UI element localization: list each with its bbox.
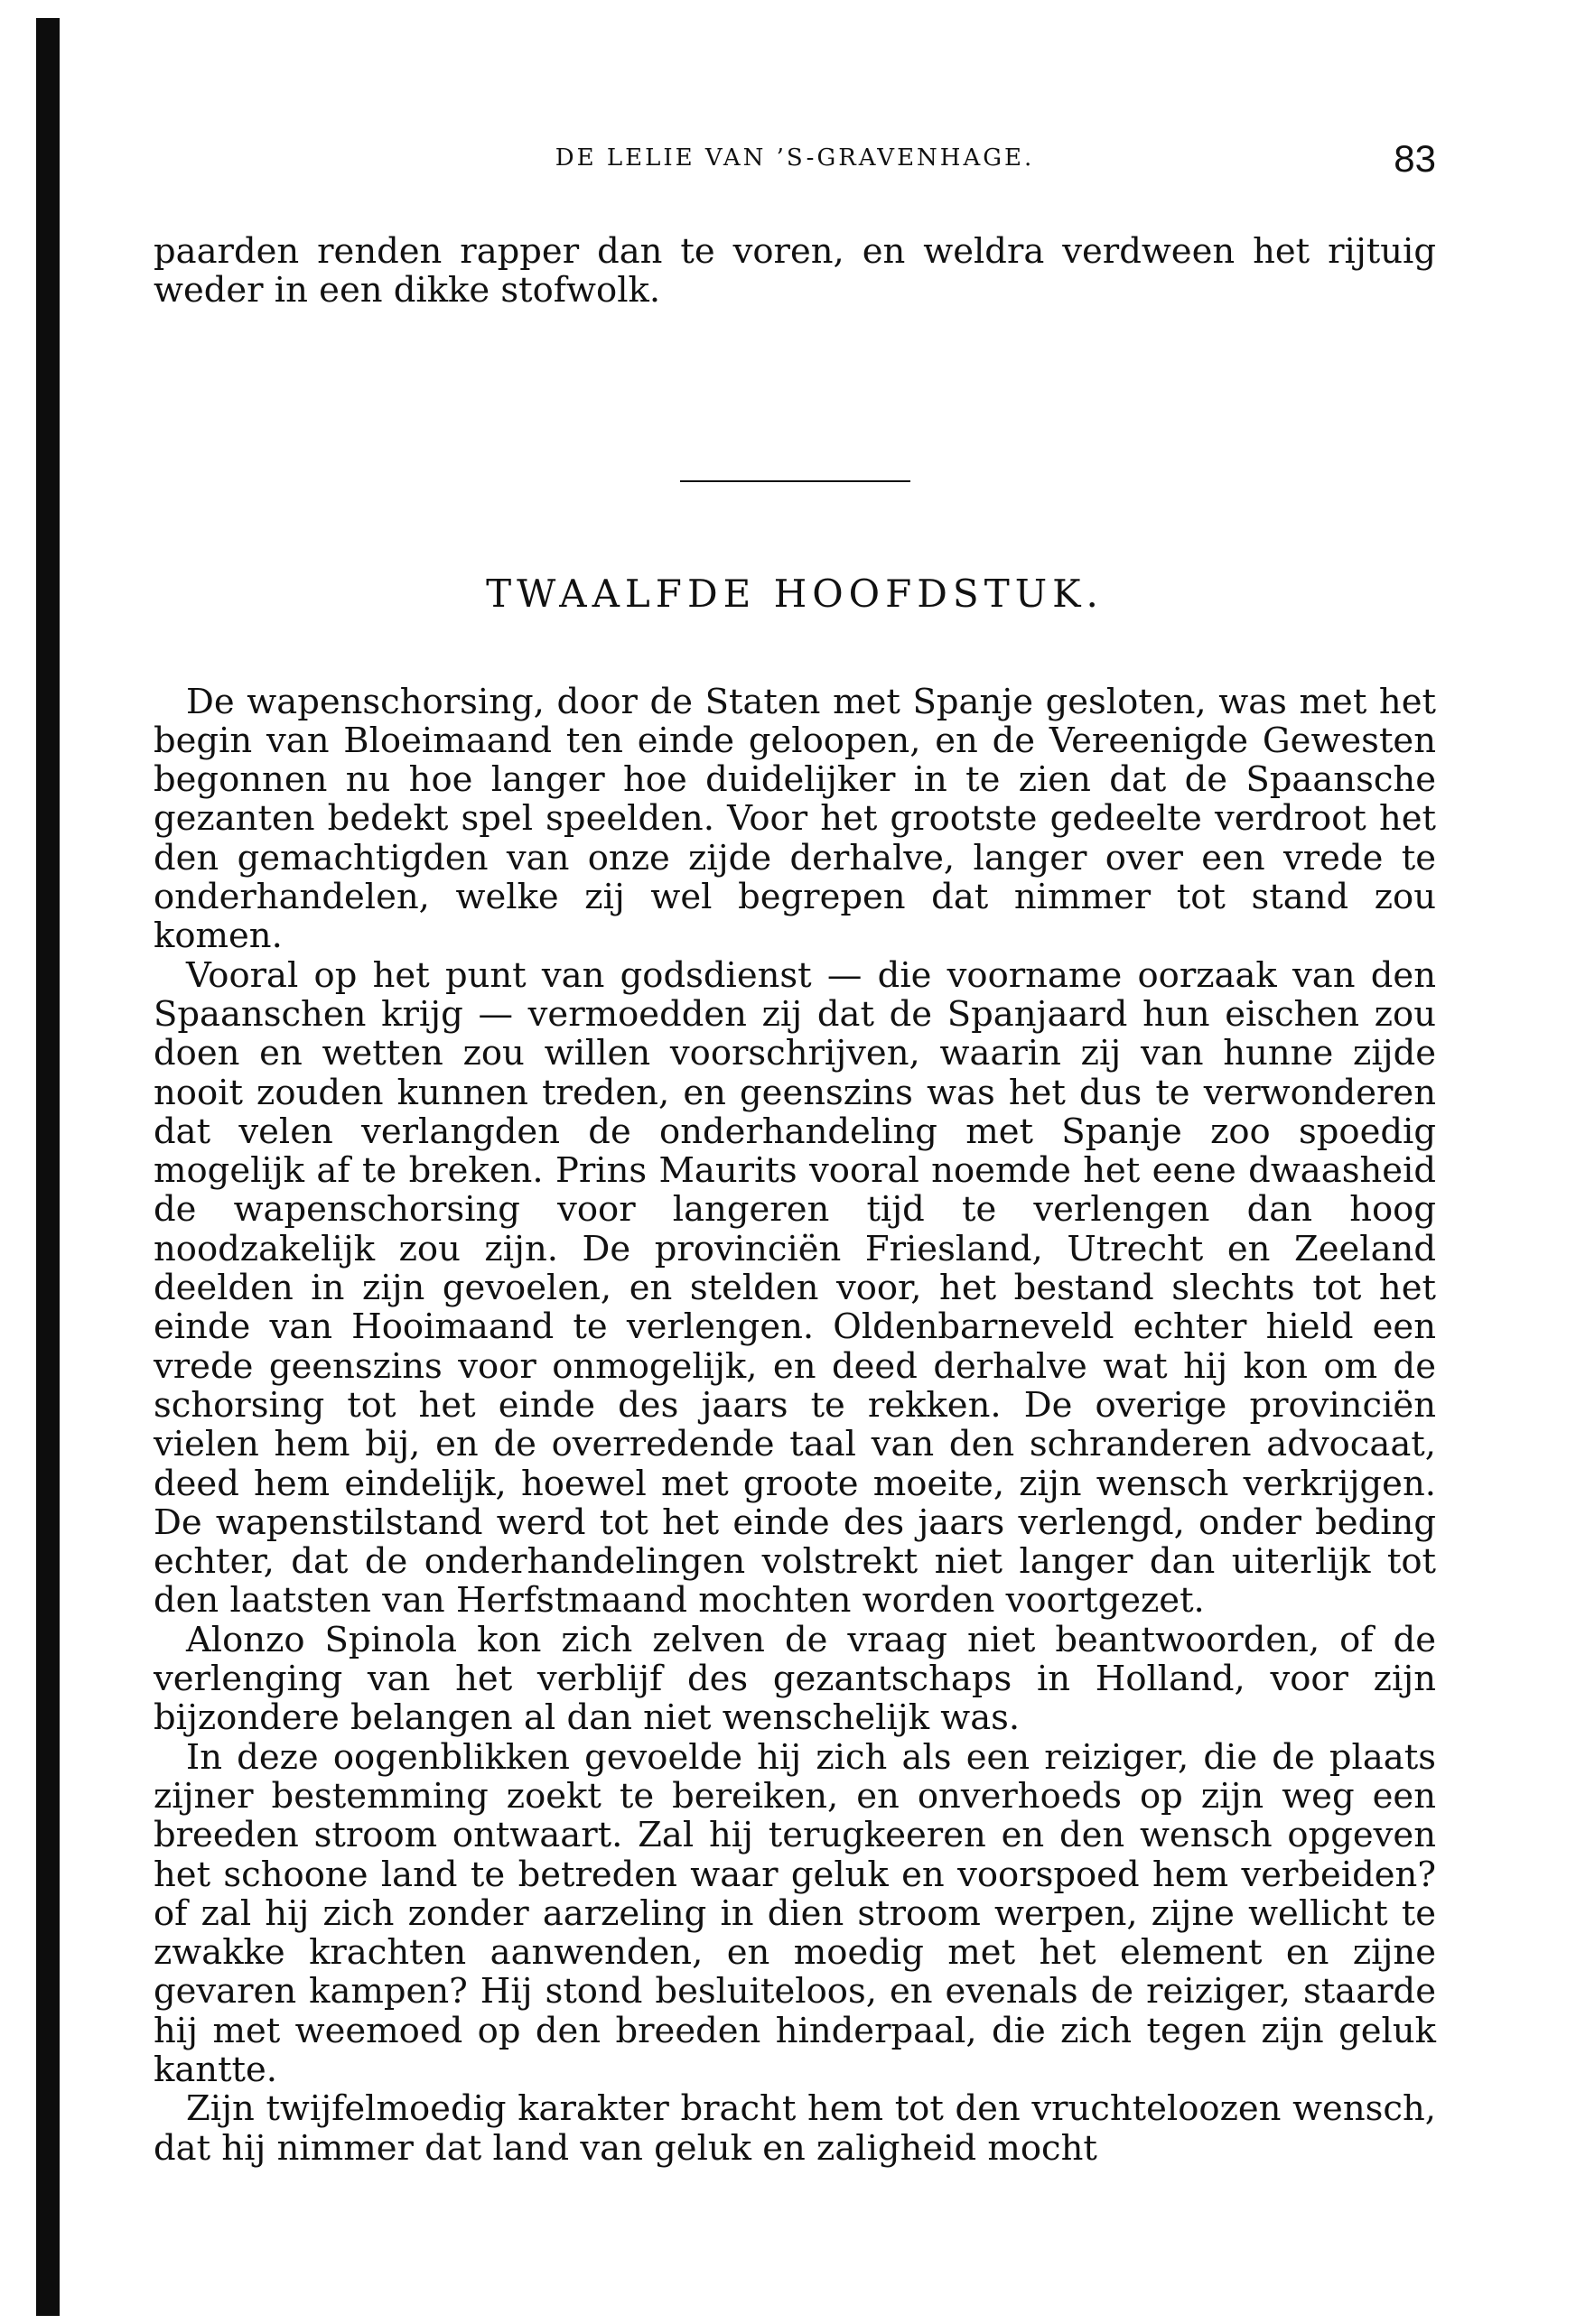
- paragraph-4: In deze oogenblikken gevoelde hij zich als een reiziger, die de plaats zijner bestemming zoekt te bereiken, en onverhoeds op zijn weg een breeden stroom ontwaart. Zal hij terugkeeren en den wensch opgeven het schoone land te betreden waar geluk en voorspoed hem verbeiden? of zal hij zich zonder aarzeling in dien stroom werpen, zijne wellicht te zwakke krachten aanwenden, en moedig met het element en zijne gevaren kampen? Hij stond besluiteloos, en evenals de reiziger, staarde hij met weemoed op den breeden hinderpaal, die zich tegen zijn geluk kantte.: [154, 1736, 1436, 2090]
- paragraph-1: De wapenschorsing, door de Staten met Spanje gesloten, was met het begin van Bloeimaand ten einde geloopen, en de Vereenigde Gewesten begonnen nu hoe langer hoe duidelijker in te zien dat de Spaansche gezanten bedekt spel speelden. Voor het grootste gedeelte verdroot het den gemachtigden van onze zijde derhalve, langer over een vrede te onderhandelen, welke zij wel begrepen dat nimmer tot stand zou komen.: [154, 681, 1436, 957]
- page-header: [154, 137, 1436, 182]
- page-number: 83: [1394, 137, 1436, 180]
- chapter-text: [154, 683, 1436, 2168]
- opening-paragraph: paarden renden rapper dan te voren, en weldra verdween het rijtuig weder in een dikke stofwolk.: [154, 231, 1436, 311]
- paragraph-3: Alonzo Spinola kon zich zelven de vraag niet beantwoorden, of de verlenging van het verblijf des gezantschaps in Holland, voor zijn bijzondere belangen al dan niet wenschelijk was.: [154, 1619, 1436, 1739]
- chapter-title: TWAALFDE HOOFDSTUK.: [486, 571, 1104, 616]
- section-divider: [680, 480, 910, 482]
- scan-border: [36, 18, 60, 2316]
- running-title: DE LELIE VAN ’S-GRAVENHAGE.: [555, 144, 1035, 172]
- page-body: [154, 232, 1436, 2168]
- paragraph-5: Zijn twijfelmoedig karakter bracht hem tot den vruchteloozen wensch, dat hij nimmer dat land van geluk en zaligheid mocht: [154, 2088, 1436, 2169]
- paragraph-2: Vooral op het punt van godsdienst — die voorname oorzaak van den Spaanschen krijg — vermoedden zij dat de Spanjaard hun eischen zou doen en wetten zou willen voorschrijven, waarin zij van hunne zijde nooit zouden kunnen treden, en geenszins was het dus te verwonderen dat velen verlangden de onderhandeling met Spanje zoo spoedig mogelijk af te breken. Prins Maurits vooral noemde het eene dwaasheid de wapenschorsing voor langeren tijd te verlengen dan hoog noodzakelijk zou zijn. De provinciën Friesland, Utrecht en Zeeland deelden in zijn gevoelen, en stelden voor, het bestand slechts tot het einde van Hooimaand te verlengen. Oldenbarneveld echter hield een vrede geenszins voor onmogelijk, en deed derhalve wat hij kon om de schorsing tot het einde des jaars te rekken. De overige provinciën vielen hem bij, en de overredende taal van den schranderen advocaat, deed hem eindelijk, hoewel met groote moeite, zijn wensch verkrijgen. De wapenstilstand werd tot het einde des jaars verlengd, onder beding echter, dat de onderhandelingen volstrekt niet langer dan uiterlijk tot den laatsten van Herfstmaand mochten worden voortgezet.: [154, 954, 1436, 1622]
